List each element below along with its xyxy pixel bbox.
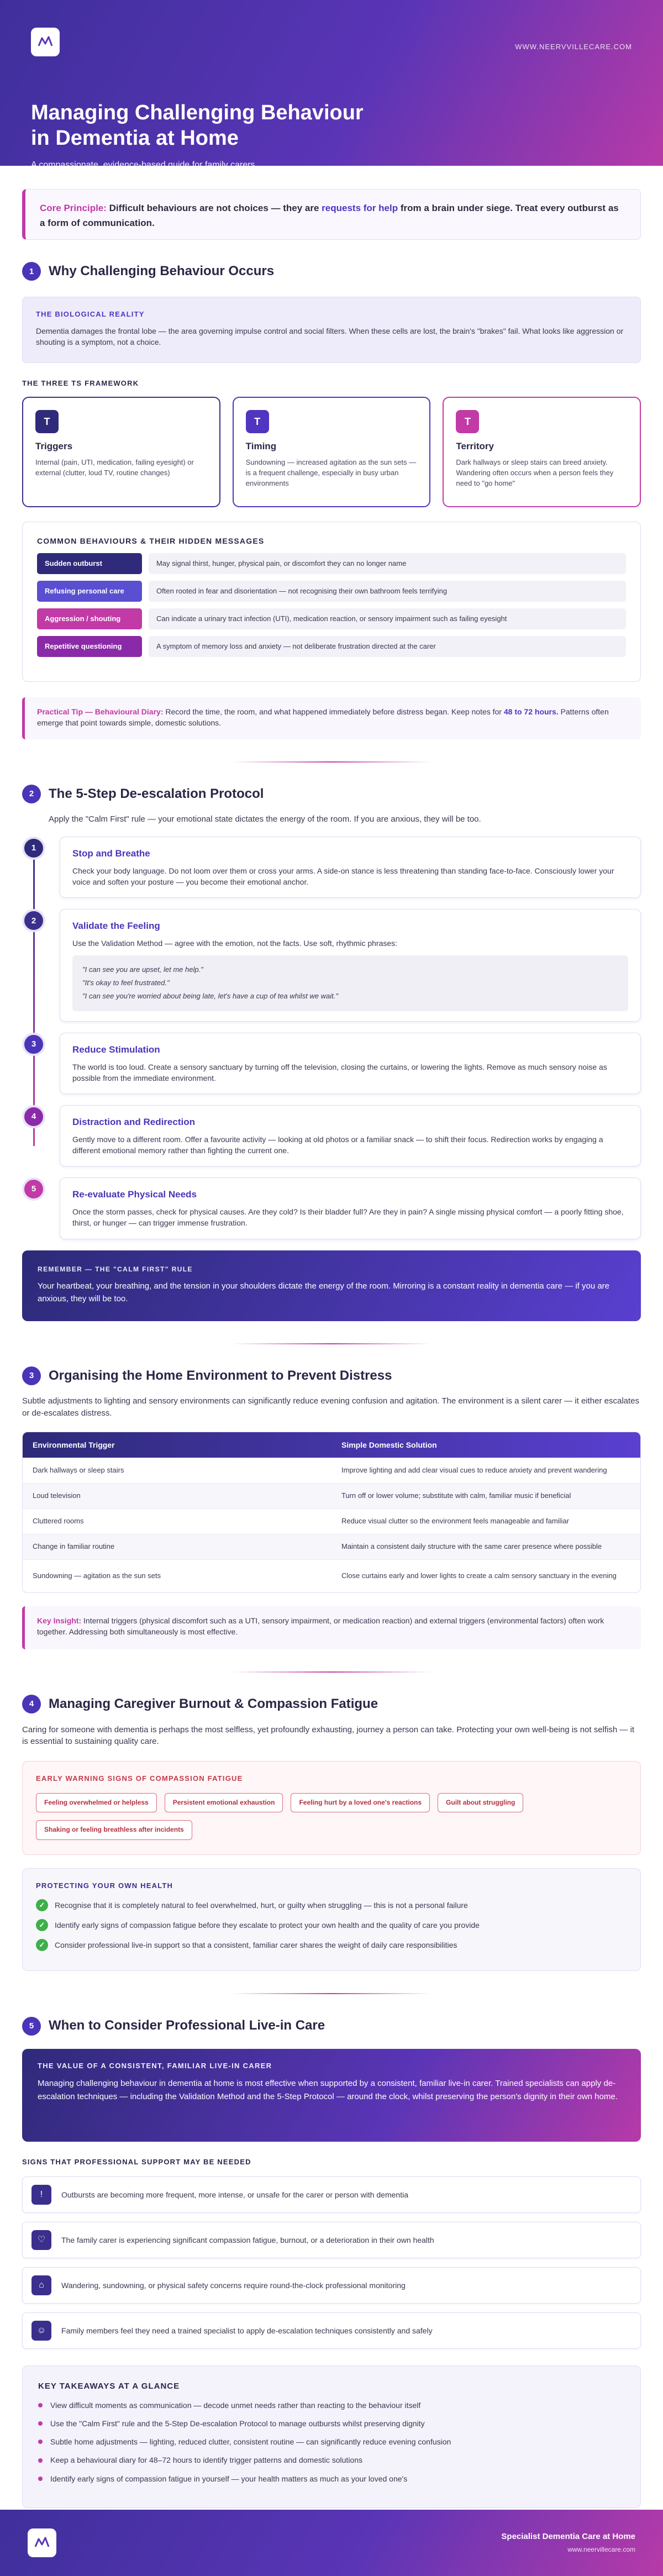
section-title: Why Challenging Behaviour Occurs [49,264,275,278]
section-description: Subtle adjustments to lighting and sensory environments can significantly reduce evening confusion and agitation. The environment is a silent carer — it either escalates or de-escalates distress. [22,1396,640,1418]
behaviour-row [37,581,626,602]
calm-first-intro: Apply the "Calm First" rule — your emotional state dictates the energy of the room. If you are anxious, they will be too. [49,814,481,824]
table-cell: Close curtains early and lower lights to create a calm sensory sanctuary in the evening [341,1571,617,1580]
core-principle-text-2: from a brain under siege. Treat every outburst as a form of communication. [40,203,619,229]
section-title: When to Consider Professional Live-in Care [49,2018,325,2033]
warning-sign-pill: Shaking or feeling breathless after incidents [36,1820,192,1839]
bullet-icon [38,2458,43,2463]
step-title: Distraction and Redirection [72,1117,195,1128]
check-icon: ✓ [36,1939,48,1951]
brand-logo[interactable] [31,28,60,56]
takeaway-item [38,2400,625,2411]
takeaway-text: Use the "Calm First" rule and the 5-Step De-escalation Protocol to manage outbursts whilst preserving dignity [50,2419,425,2428]
behaviour-desc: May signal thirst, hunger, physical pain, or discomfort they can no longer name [149,553,626,574]
section-divider [232,761,431,763]
step-card [60,1105,641,1166]
alert-icon: ! [31,2185,51,2205]
footer [0,2510,663,2576]
t-letter-icon: T [35,410,59,433]
logo-mark-icon [34,2537,50,2549]
practical-tip-label: Practical Tip — Behavioural Diary: [37,707,164,716]
step-number-badge: 3 [22,1033,45,1056]
section-3-header [22,1366,641,1386]
section-description: Caring for someone with dementia is perhaps the most selfless, yet profoundly exhausting, journey a person can take. Protecting your own well-being is not selfish — it is essential to sustaining quality care. [22,1725,635,1747]
core-principle-callout [22,189,641,240]
behaviour-desc: Often rooted in fear and disorientation — not recognising their own bathroom feels terrifying [149,581,626,602]
protect-item [36,1919,627,1931]
step-title: Validate the Feeling [72,921,160,932]
takeaway-text: Keep a behavioural diary for 48–72 hours to identify trigger patterns and domestic solutions [50,2456,363,2465]
ts-card-title: Triggers [35,440,73,451]
practical-tip-text-1: Record the time, the room, and what happened immediately before distress began. Keep notes for [165,707,502,716]
table-row [23,1559,640,1592]
bullet-icon [38,2440,43,2444]
section-5-header [22,2016,641,2036]
sign-item [22,2222,641,2258]
page-title: Managing Challenging Behaviour in Dementia at Home [31,101,364,150]
behaviour-desc: Can indicate a urinary tract infection (UTI), medication reaction, or sensory impairment such as failing eyesight [149,608,626,629]
step-item [22,909,641,1021]
reminder-label: REMEMBER — THE "CALM FIRST" RULE [38,1265,193,1273]
environment-table [22,1432,641,1593]
warning-signs-list [36,1793,627,1840]
practical-tip-callout [22,697,641,739]
table-header [23,1432,640,1458]
column-header: Simple Domestic Solution [341,1440,437,1449]
section-title: Organising the Home Environment to Prevent Distress [49,1368,392,1383]
table-cell: Change in familiar routine [33,1542,115,1550]
logo-mark-icon [38,36,53,48]
warning-sign-pill: Persistent emotional exhaustion [165,1793,283,1812]
step-text: Check your body language. Do not loom over them or cross your arms. A side-on stance is less threatening than standing face-to-face. Consciously lower your voice and soften your posture — you become their emotional anchor. [72,866,614,887]
ts-card-text: Dark hallways or sleep stairs can breed anxiety. Wandering often occurs when a person feels they need to "go home" [456,458,614,487]
common-behaviours-title: COMMON BEHAVIOURS & THEIR HIDDEN MESSAGES [37,536,265,545]
livein-label: THE VALUE OF A CONSISTENT, FAMILIAR LIVE-IN CARER [38,2061,272,2070]
protect-health-label: PROTECTING YOUR OWN HEALTH [36,1881,173,1890]
table-cell: Loud television [33,1491,81,1500]
signs-label: SIGNS THAT PROFESSIONAL SUPPORT MAY BE NEEDED [22,2157,251,2166]
calm-first-reminder [22,1250,641,1321]
key-insight-text: Internal triggers (physical discomfort such as a UTI, sensory impairment, or medication reaction) and external triggers (environmental factors) often work together. Addressing both simultaneously is most effective. [37,1616,604,1637]
ts-card-territory [443,397,641,507]
takeaway-item [38,2418,625,2429]
protect-item-text: Recognise that it is completely natural to feel overwhelmed, hurt, or guilty when struggling — this is not a personal failure [55,1900,468,1910]
biological-reality-label: THE BIOLOGICAL REALITY [36,309,145,318]
sign-text: Family members feel they need a trained specialist to apply de-escalation techniques consistently and safely [61,2326,433,2335]
sign-item [22,2312,641,2349]
behaviour-tag: Repetitive questioning [37,636,142,657]
takeaway-item [38,2436,625,2447]
protect-item [36,1899,627,1911]
table-row [23,1483,640,1508]
section-number: 4 [22,1695,41,1713]
step-item [22,837,641,898]
validation-phrases-box [72,955,628,1011]
step-text: Use the Validation Method — agree with the emotion, not the facts. Use soft, rhythmic phrases: [72,939,398,948]
table-row [23,1458,640,1483]
protect-item-text: Consider professional live-in support so that a consistent, familiar carer shares the weight of daily care responsibilities [55,1940,457,1949]
reminder-text: Your heartbeat, your breathing, and the tension in your shoulders dictate the energy of the room. Mirroring is a constant reality in dementia care — if you are anxious, they will be too. [38,1281,610,1304]
section-number: 1 [22,262,41,281]
section-4-header [22,1695,641,1714]
check-icon: ✓ [36,1919,48,1931]
validation-phrase: "I can see you're worried about being late, let's have a cup of tea whilst we wait." [82,992,338,1001]
section-divider [232,1671,431,1673]
ts-card-text: Sundowning — increased agitation as the sun sets — is a frequent challenge, especially in busy urban environments [245,458,417,487]
step-item [22,1105,641,1166]
bullet-icon [38,2403,43,2407]
common-behaviours-box [22,522,641,682]
bullet-icon [38,2477,43,2481]
bullet-icon [38,2421,43,2426]
section-number: 2 [22,785,41,803]
step-number-badge: 2 [22,909,45,932]
hero-url[interactable]: WWW.NEERVVILLECARE.COM [515,43,632,51]
biological-reality-box [22,297,641,363]
table-row [23,1508,640,1534]
section-number: 3 [22,1366,41,1385]
step-text: Gently move to a different room. Offer a favourite activity — looking at old photos or a familiar snack — to shift their focus. Redirection works by engaging a different emotional memory rather than fighting the current one. [72,1134,603,1155]
heart-icon: ♡ [31,2230,51,2250]
home-icon: ⌂ [31,2275,51,2295]
check-icon: ✓ [36,1899,48,1911]
t-letter-icon: T [456,410,479,433]
section-number: 5 [22,2017,41,2036]
biological-reality-text: Dementia damages the frontal lobe — the area governing impulse control and social filters. When these cells are lost, the brain's "brakes" fail. What looks like aggression or shouting is a symptom, not a choice. [36,326,624,346]
core-principle-text-1: Difficult behaviours are not choices — they are [109,203,319,213]
table-cell: Reduce visual clutter so the environment feels manageable and familiar [341,1516,569,1525]
step-text: The world is too loud. Create a sensory sanctuary by turning off the television, closing the curtains, or lowering the lights. Remove as much sensory noise as possible from the immediate environment. [72,1062,607,1082]
behaviour-tag: Sudden outburst [37,553,142,574]
sign-text: Outbursts are becoming more frequent, more intense, or unsafe for the carer or person with dementia [61,2190,408,2199]
key-takeaways-label: KEY TAKEAWAYS AT A GLANCE [38,2381,180,2391]
step-text: Once the storm passes, check for physical causes. Are they cold? Is their bladder full? Are they in pain? A single missing physical comfort — a poorly fitting shoe, thirst, or hunger — can trigger immense frustration. [72,1207,624,1228]
core-principle-label: Core Principle: [40,203,107,213]
section-divider [232,1343,431,1344]
main-content [0,166,663,2508]
three-ts-label: THE THREE TS FRAMEWORK [22,378,139,387]
behaviour-tag: Refusing personal care [37,581,142,602]
people-icon: ☺ [31,2321,51,2341]
footer-text [501,2531,635,2554]
key-insight-callout [22,1606,641,1649]
three-ts-cards [22,397,641,507]
core-principle-highlight: requests for help [322,203,398,213]
takeaway-text: View difficult moments as communication — decode unmet needs rather than reacting to the behaviour itself [50,2400,421,2410]
livein-value-banner [22,2049,641,2142]
step-card [60,1177,641,1239]
step-number-badge: 5 [22,1177,45,1201]
protect-item [36,1939,627,1951]
section-title: Managing Caregiver Burnout & Compassion Fatigue [49,1696,378,1711]
footer-url[interactable]: www.neervillecare.com [567,2546,635,2554]
takeaway-item [38,2473,625,2484]
table-row [23,1534,640,1559]
step-item [22,1033,641,1094]
takeaway-text: Subtle home adjustments — lighting, reduced clutter, consistent routine — can significantly reduce evening confusion [50,2437,451,2447]
behaviour-tag: Aggression / shouting [37,608,142,629]
section-1-header [22,262,641,281]
table-cell: Sundowning — agitation as the sun sets [33,1571,161,1580]
section-divider [232,1993,431,1994]
step-title: Re-evaluate Physical Needs [72,1189,197,1200]
sign-text: Wandering, sundowning, or physical safety concerns require round-the-clock professional monitoring [61,2280,406,2290]
behaviour-row [37,636,626,657]
step-number-badge: 1 [22,837,45,860]
step-card [60,837,641,898]
key-takeaways-box [22,2365,641,2508]
table-cell: Turn off or lower volume; substitute with calm, familiar music if beneficial [341,1491,571,1500]
practical-tip-text-2: Patterns often emerge that point towards simple, domestic solutions. [37,707,609,727]
ts-card-text: Internal (pain, UTI, medication, failing eyesight) or external (clutter, loud TV, routine changes) [35,458,194,477]
behaviour-row [37,608,626,629]
takeaway-text: Identify early signs of compassion fatigue in yourself — your health matters as much as your loved one's [50,2474,408,2483]
takeaway-item [38,2454,625,2465]
t-letter-icon: T [246,410,269,433]
table-cell: Dark hallways or sleep stairs [33,1465,124,1474]
step-title: Stop and Breathe [72,848,150,859]
deescalation-steps [22,837,641,1239]
behaviour-row [37,553,626,574]
column-header: Environmental Trigger [33,1440,115,1449]
warning-signs-box [22,1761,641,1855]
step-title: Reduce Stimulation [72,1044,160,1055]
warning-sign-pill: Feeling hurt by a loved one's reactions [291,1793,430,1812]
page-subtitle: A compassionate, evidence-based guide for family carers [31,160,255,170]
ts-card-title: Territory [456,440,494,451]
ts-card-title: Timing [245,440,277,451]
section-title: The 5-Step De-escalation Protocol [49,786,264,801]
ts-card-triggers [22,397,220,507]
sign-item [22,2267,641,2304]
practical-tip-bold: 48 to 72 hours. [503,707,559,716]
validation-phrase: "It's okay to feel frustrated." [82,979,170,987]
protect-item-text: Identify early signs of compassion fatigue before they escalate to protect your own health and the quality of care you provide [55,1920,480,1930]
step-number-badge: 4 [22,1105,45,1128]
sign-text: The family carer is experiencing significant compassion fatigue, burnout, or a deterioration in their own health [61,2235,434,2244]
table-cell: Improve lighting and add clear visual cues to reduce anxiety and prevent wandering [341,1465,607,1474]
hero-banner [0,0,663,170]
behaviour-desc: A symptom of memory loss and anxiety — not deliberate frustration directed at the carer [149,636,626,657]
table-cell: Maintain a consistent daily structure with the same carer presence where possible [341,1542,602,1550]
protect-health-box [22,1868,641,1971]
footer-title: Specialist Dementia Care at Home [501,2532,635,2542]
section-2-header [22,785,641,804]
step-card [60,909,641,1021]
warning-signs-label: EARLY WARNING SIGNS OF COMPASSION FATIGUE [36,1774,243,1783]
validation-phrase: "I can see you are upset, let me help." [82,965,203,974]
key-insight-label: Key Insight: [37,1616,82,1625]
ts-card-timing [233,397,431,507]
table-cell: Cluttered rooms [33,1516,84,1525]
step-item [22,1177,641,1239]
warning-sign-pill: Feeling overwhelmed or helpless [36,1793,157,1812]
step-card [60,1033,641,1094]
sign-item [22,2177,641,2213]
warning-sign-pill: Guilt about struggling [438,1793,523,1812]
livein-text: Managing challenging behaviour in dementia at home is most effective when supported by a consistent, familiar live-in carer. Trained specialists can apply de-escalation techniques — including the Validation Method and the 5-Step Protocol — around the clock, whilst preserving the person's dignity in their own home. [38,2078,618,2101]
footer-logo[interactable] [28,2528,56,2557]
